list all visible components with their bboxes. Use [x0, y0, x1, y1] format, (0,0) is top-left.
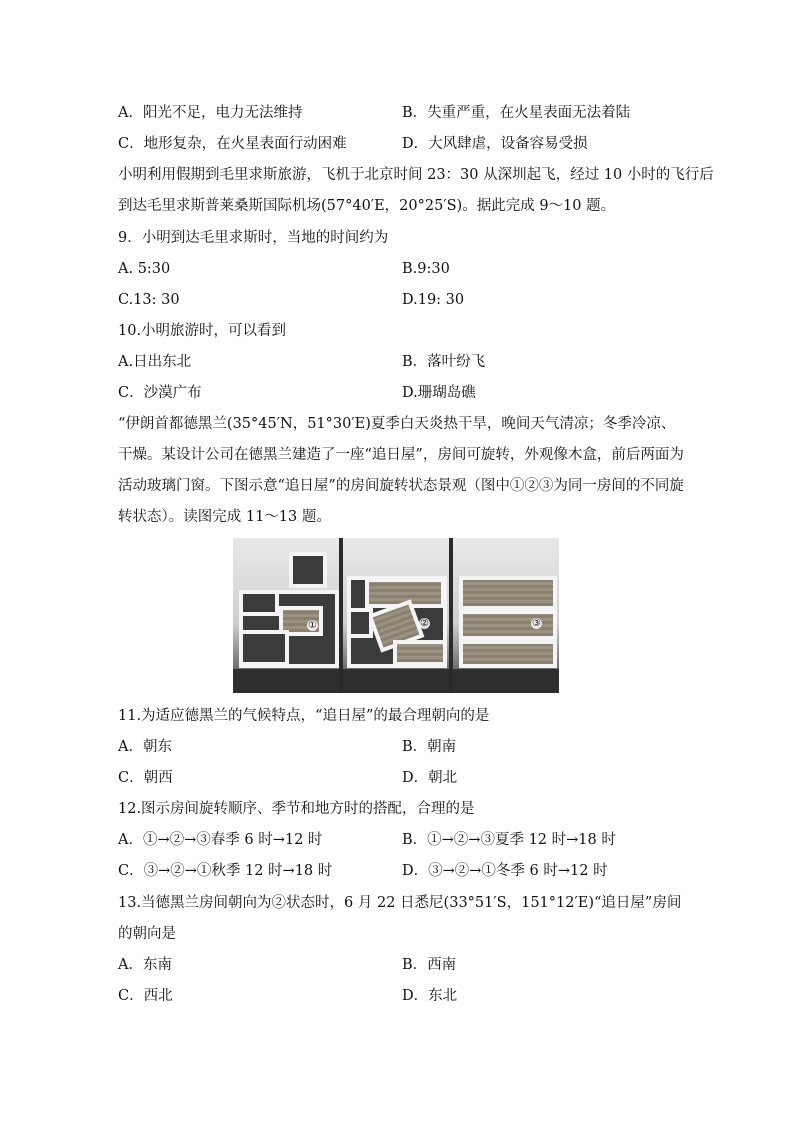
intro-11-13-line2: 干燥。某设计公司在德黑兰建造了一座“追日屋”，房间可旋转，外观像木盒，前后两面为	[118, 447, 684, 463]
intro-11-13-line3: 活动玻璃门窗。下图示意“追日屋”的房间旋转状态景观（图中①②③为同一房间的不同旋	[118, 478, 684, 494]
figure-panel-1	[233, 538, 339, 693]
q11-option-d: D．朝北	[402, 770, 458, 786]
q9-option-c: C.13: 30	[118, 292, 180, 308]
figure-label-3: ③	[532, 618, 541, 629]
figure-panel-2	[343, 538, 449, 693]
intro-11-13-line1: “伊朗首都德黑兰(35°45′N，51°30′E)夏季白天炎热干旱，晚间天气清凉；冬季冷凉、	[118, 416, 676, 432]
q10-option-b: B．落叶纷飞	[402, 354, 486, 370]
q13-stem-line1: 13.当德黑兰房间朝向为②状态时，6 月 22 日悉尼(33°51′S，151°12′E)“追日屋”房间	[118, 895, 682, 911]
rotating-house-figure	[233, 538, 559, 693]
q12-option-c: C．③→②→①秋季 12 时→18 时	[118, 863, 333, 879]
q12-option-a: A．①→②→③春季 6 时→12 时	[118, 832, 323, 848]
q11-option-b: B．朝南	[402, 739, 457, 755]
q12-option-d: D．③→②→①冬季 6 时→12 时	[402, 863, 608, 879]
q8-option-b: B．失重严重，在火星表面无法着陆	[402, 105, 631, 121]
q10-option-c: C．沙漠广布	[118, 385, 202, 401]
intro-11-13-line4: 转状态）。读图完成 11～13 题。	[118, 509, 331, 525]
intro-9-10-line2: 到达毛里求斯普莱桑斯国际机场(57°40′E，20°25′S)。据此完成 9～10 题。	[118, 198, 616, 214]
q10-stem: 10.小明旅游时，可以看到	[118, 323, 287, 339]
q9-option-d: D.19: 30	[402, 292, 465, 308]
q9-stem: 9．小明到达毛里求斯时，当地的时间约为	[118, 230, 389, 246]
q9-option-b: B.9:30	[402, 261, 450, 277]
q8-option-c: C．地形复杂，在火星表面行动困难	[118, 136, 347, 152]
q9-option-a: A. 5:30	[118, 261, 171, 277]
figure-panel-3	[453, 538, 559, 693]
intro-9-10-line1: 小明利用假期到毛里求斯旅游，飞机于北京时间 23：30 从深圳起飞，经过 10 小时的飞行后	[118, 167, 714, 183]
figure-label-2: ②	[420, 618, 429, 629]
q8-option-d: D．大风肆虐，设备容易受损	[402, 136, 588, 152]
q10-option-d: D.珊瑚岛礁	[402, 385, 476, 401]
q11-option-a: A．朝东	[118, 739, 172, 755]
q13-option-a: A．东南	[118, 957, 172, 973]
q12-stem: 12.图示房间旋转顺序、季节和地方时的搭配，合理的是	[118, 801, 475, 817]
q13-stem-line2: 的朝向是	[118, 926, 176, 942]
q13-option-c: C．西北	[118, 988, 173, 1004]
q10-option-a: A.日出东北	[118, 354, 192, 370]
q12-option-b: B．①→②→③夏季 12 时→18 时	[402, 832, 616, 848]
figure-label-1: ①	[308, 620, 317, 631]
q13-option-b: B．西南	[402, 957, 457, 973]
q11-option-c: C．朝西	[118, 770, 173, 786]
q8-option-a: A．阳光不足，电力无法维持	[118, 105, 303, 121]
q11-stem: 11.为适应德黑兰的气候特点，“追日屋”的最合理朝向的是	[118, 708, 490, 724]
q13-option-d: D．东北	[402, 988, 458, 1004]
